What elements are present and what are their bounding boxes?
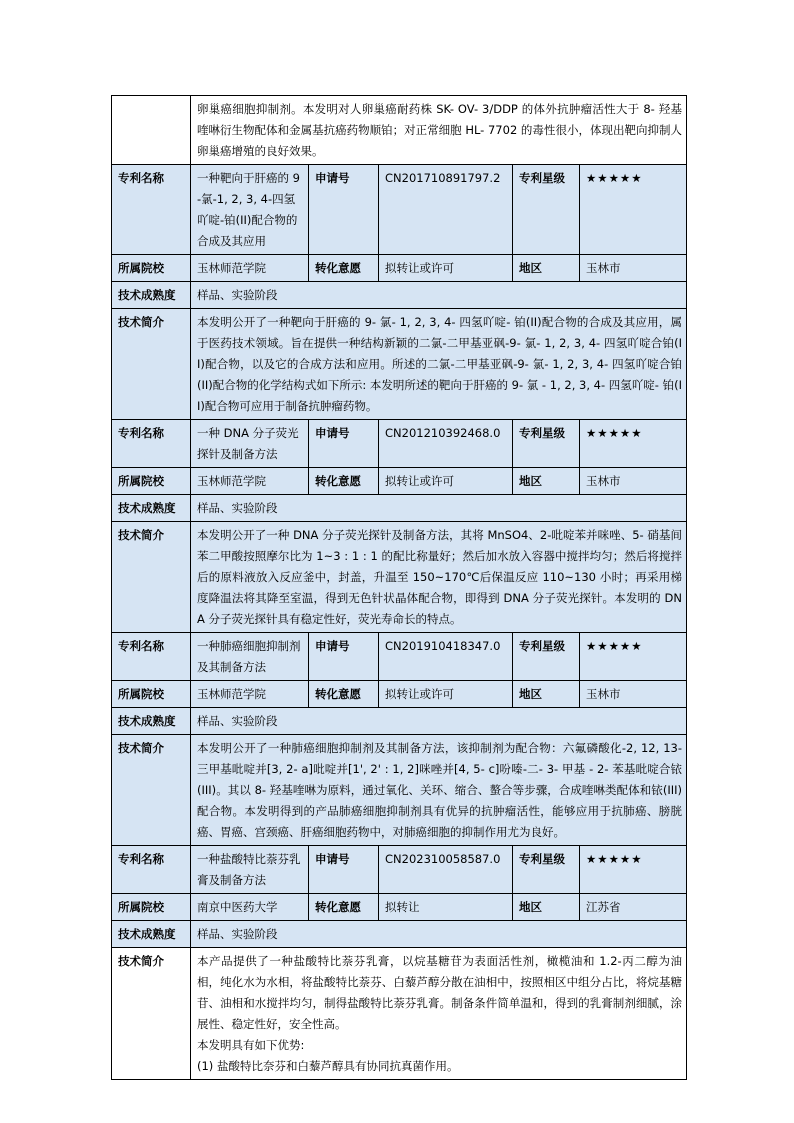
patent-1-summary-row bbox=[112, 309, 687, 420]
patent-4-institution-row bbox=[112, 894, 687, 921]
summary-advantage-1: (1) 盐酸特比奈芬和白藜芦醇具有协同抗真菌作用。 bbox=[197, 1059, 459, 1073]
transfer-intent-label: 转化意愿 bbox=[309, 894, 379, 921]
patent-1-header-row bbox=[112, 165, 687, 255]
institution: 南京中医药大学 bbox=[191, 894, 309, 921]
transfer-intent: 拟转让或许可 bbox=[379, 681, 513, 708]
summary-label: 技术简介 bbox=[112, 309, 191, 420]
patent-name-label: 专利名称 bbox=[112, 420, 191, 468]
region-label: 地区 bbox=[513, 468, 580, 495]
patent-3-institution-row bbox=[112, 681, 687, 708]
application-no: CN201910418347.0 bbox=[379, 633, 513, 681]
region: 玉林市 bbox=[580, 468, 687, 495]
patent-table bbox=[111, 95, 687, 1080]
application-no-label: 申请号 bbox=[309, 420, 379, 468]
patent-rating-stars: ★★★★★ bbox=[580, 420, 687, 468]
patent-rating-stars: ★★★★★ bbox=[580, 846, 687, 894]
maturity: 样品、实验阶段 bbox=[191, 282, 687, 309]
institution: 玉林师范学院 bbox=[191, 681, 309, 708]
summary-label: 技术简介 bbox=[112, 735, 191, 846]
summary: 本发明公开了一种 DNA 分子荧光探针及制备方法，其将 MnSO4、2-吡啶苯并咪唑、5- 硝基间苯二甲酸按照摩尔比为 1~3 : 1 : 1 的配比称量好；然后加水放入容器中搅拌均匀；然后将搅拌后的原料液放入反应釜中，封盖，升温至 150~170℃后保温反应 110~130 小时；再采用梯度降温法将其降至室温，得到无色针状晶体配合物，即得到 DNA 分子荧光探针。本发明的 DNA 分子荧光探针具有稳定性好，荧光寿命长的特点。 bbox=[191, 522, 687, 633]
institution: 玉林师范学院 bbox=[191, 255, 309, 282]
summary: 本发明公开了一种肺癌细胞抑制剂及其制备方法，该抑制剂为配合物：六氟磷酸化-2, 12, 13- 三甲基吡啶并[3, 2- a]吡啶并[1', 2' : 1, 2]咪唑并[4, 5- c]吩嗪-二- 3- 甲基 - 2- 苯基吡啶合铱(III)。其以 8- 羟基喹啉为原料，通过氧化、关环、缩合、螯合等步骤，合成喹啉类配体和铱(III)配合物。本发明得到的产品肺癌细胞抑制剂具有优异的抗肿瘤活性，能够应用于抗肺癌、膀胱癌、胃癌、宫颈癌、肝癌细胞药物中，对肺癌细胞的抑制作用尤为良好。 bbox=[191, 735, 687, 846]
maturity: 样品、实验阶段 bbox=[191, 708, 687, 735]
patent-2-maturity-row bbox=[112, 495, 687, 522]
summary: 本产品提供了一种盐酸特比萘芬乳膏，以烷基糖苷为表面活性剂，橄榄油和 1.2-丙二醇为油相，纯化水为水相，将盐酸特比萘芬、白藜芦醇分散在油相中，按照相区中组分占比，将烷基糖苷、油相和水搅拌均匀，制得盐酸特比萘芬乳膏。制备条件简单温和，得到的乳膏制剂细腻，涂展性、稳定性好，安全性高。 bbox=[197, 954, 683, 1031]
patent-3-summary-row bbox=[112, 735, 687, 846]
patent-rating-label: 专利星级 bbox=[513, 846, 580, 894]
region-label: 地区 bbox=[513, 894, 580, 921]
patent-2-header-row bbox=[112, 420, 687, 468]
institution-label: 所属院校 bbox=[112, 468, 191, 495]
region-label: 地区 bbox=[513, 255, 580, 282]
patent-name: 一种 DNA 分子荧光探针及制备方法 bbox=[191, 420, 309, 468]
patent-name: 一种肺癌细胞抑制剂及其制备方法 bbox=[191, 633, 309, 681]
patent-rating-stars: ★★★★★ bbox=[580, 165, 687, 255]
maturity: 样品、实验阶段 bbox=[191, 495, 687, 522]
patent-name: 一种靶向于肝癌的 9-氯-1, 2, 3, 4-四氢吖啶-铂(II)配合物的合成及其应用 bbox=[191, 165, 309, 255]
patent-4-maturity-row bbox=[112, 921, 687, 948]
maturity-label: 技术成熟度 bbox=[112, 282, 191, 309]
continuation-summary: 卵巢癌细胞抑制剂。本发明对人卵巢癌耐药株 SK- OV- 3/DDP 的体外抗肿瘤活性大于 8- 羟基喹啉衍生物配体和金属基抗癌药物顺铂；对正常细胞 HL- 7702 的毒性很小，体现出靶向抑制人卵巢癌增殖的良好效果。 bbox=[191, 96, 687, 165]
patent-3-maturity-row bbox=[112, 708, 687, 735]
institution-label: 所属院校 bbox=[112, 894, 191, 921]
summary-cell bbox=[191, 948, 687, 1080]
patent-4-summary-row bbox=[112, 948, 687, 1080]
transfer-intent-label: 转化意愿 bbox=[309, 681, 379, 708]
patent-rating-label: 专利星级 bbox=[513, 420, 580, 468]
application-no-label: 申请号 bbox=[309, 633, 379, 681]
institution-label: 所属院校 bbox=[112, 255, 191, 282]
region: 玉林市 bbox=[580, 255, 687, 282]
region: 玉林市 bbox=[580, 681, 687, 708]
patent-rating-label: 专利星级 bbox=[513, 165, 580, 255]
patent-2-summary-row bbox=[112, 522, 687, 633]
patent-name-label: 专利名称 bbox=[112, 165, 191, 255]
transfer-intent: 拟转让或许可 bbox=[379, 255, 513, 282]
patent-rating-label: 专利星级 bbox=[513, 633, 580, 681]
region-label: 地区 bbox=[513, 681, 580, 708]
institution-label: 所属院校 bbox=[112, 681, 191, 708]
application-no: CN201210392468.0 bbox=[379, 420, 513, 468]
application-no-label: 申请号 bbox=[309, 846, 379, 894]
patent-1-institution-row bbox=[112, 255, 687, 282]
application-no-label: 申请号 bbox=[309, 165, 379, 255]
institution: 玉林师范学院 bbox=[191, 468, 309, 495]
patent-3-header-row bbox=[112, 633, 687, 681]
region: 江苏省 bbox=[580, 894, 687, 921]
empty-label-cell bbox=[112, 96, 191, 165]
patent-name: 一种盐酸特比萘芬乳膏及制备方法 bbox=[191, 846, 309, 894]
patent-name-label: 专利名称 bbox=[112, 633, 191, 681]
patent-1-maturity-row bbox=[112, 282, 687, 309]
patent-name-label: 专利名称 bbox=[112, 846, 191, 894]
maturity-label: 技术成熟度 bbox=[112, 921, 191, 948]
application-no: CN201710891797.2 bbox=[379, 165, 513, 255]
summary: 本发明公开了一种靶向于肝癌的 9- 氯- 1, 2, 3, 4- 四氢吖啶- 铂(II)配合物的合成及其应用，属于医药技术领域。旨在提供一种结构新颖的二氯-二甲基亚砜-9- 氯- 1, 2, 3, 4- 四氢吖啶合铂(II)配合物，以及它的合成方法和应用。所述的二氯-二甲基亚砜-9- 氯- 1, 2, 3, 4- 四氢吖啶合铂(II)配合物的化学结构式如下所示: 本发明所述的靶向于肝癌的 9- 氯 - 1, 2, 3, 4- 四氢吖啶- 铂(II)配合物可应用于制备抗肿瘤药物。 bbox=[191, 309, 687, 420]
maturity: 样品、实验阶段 bbox=[191, 921, 687, 948]
summary-label: 技术简介 bbox=[112, 948, 191, 1080]
transfer-intent: 拟转让或许可 bbox=[379, 468, 513, 495]
summary-label: 技术简介 bbox=[112, 522, 191, 633]
patent-2-institution-row bbox=[112, 468, 687, 495]
maturity-label: 技术成熟度 bbox=[112, 495, 191, 522]
patent-4-header-row bbox=[112, 846, 687, 894]
maturity-label: 技术成熟度 bbox=[112, 708, 191, 735]
application-no: CN202310058587.0 bbox=[379, 846, 513, 894]
summary-advantages-heading: 本发明具有如下优势: bbox=[197, 1038, 305, 1052]
patent-rating-stars: ★★★★★ bbox=[580, 633, 687, 681]
transfer-intent-label: 转化意愿 bbox=[309, 468, 379, 495]
continuation-row bbox=[112, 96, 687, 165]
transfer-intent-label: 转化意愿 bbox=[309, 255, 379, 282]
transfer-intent: 拟转让 bbox=[379, 894, 513, 921]
